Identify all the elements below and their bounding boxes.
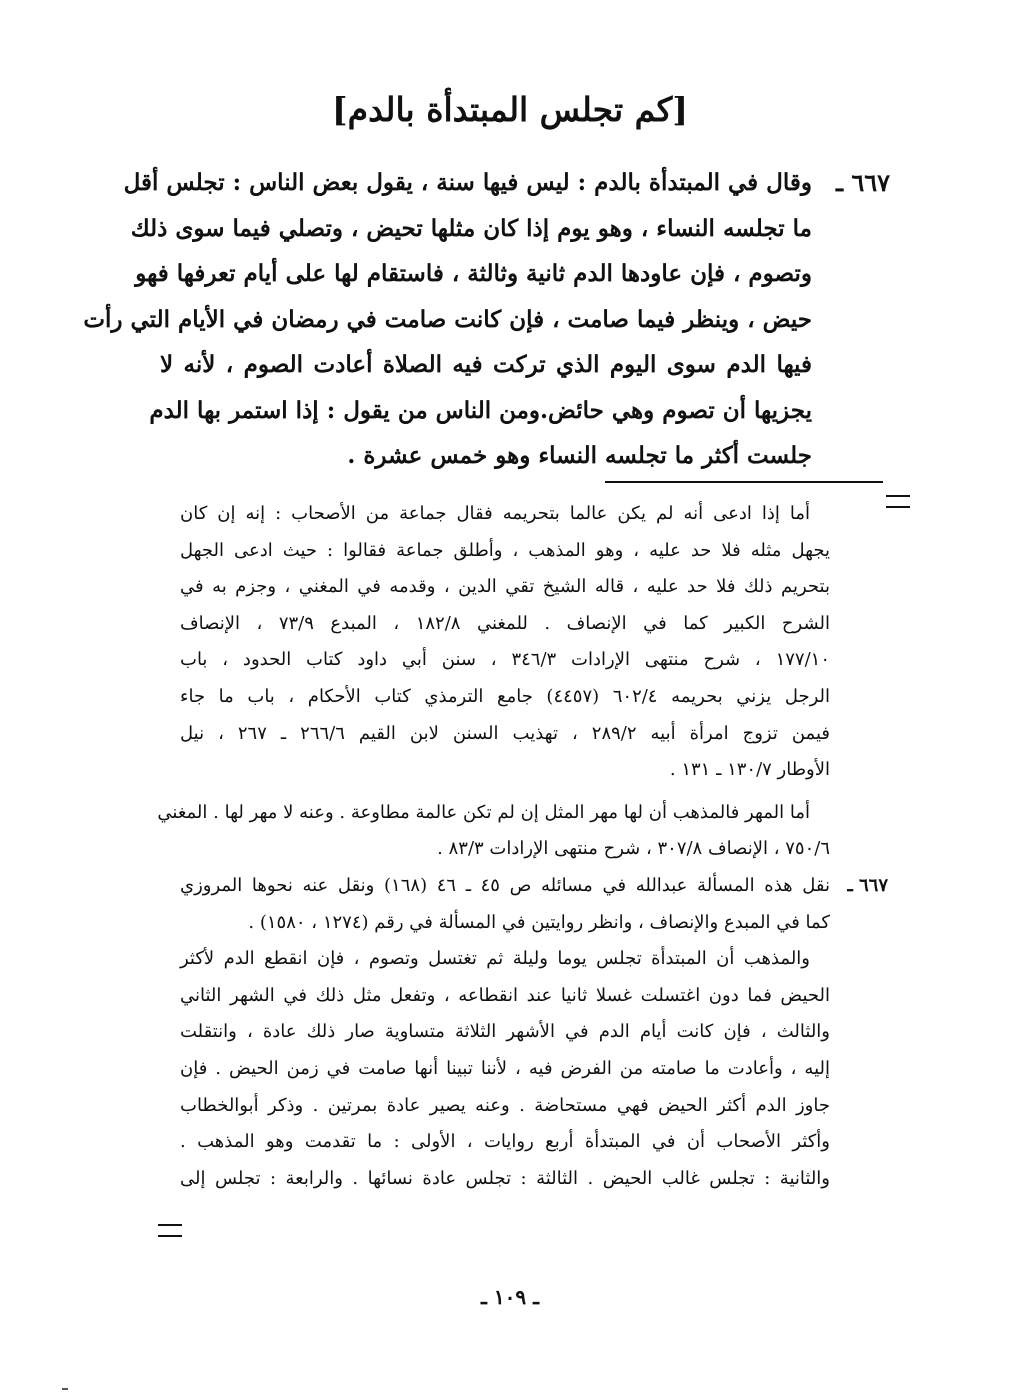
footnote-line: والمذهب أن المبتدأة تجلس يوما وليلة ثم تغتسل وتصوم ، فإن انقطع الدم لأكثر	[180, 948, 810, 970]
footnote-line: ١٧٧/١٠ ، شرح منتهى الإرادات ٣٤٦/٣ ، سنن أبي داود كتاب الحدود ، باب	[180, 649, 830, 671]
footnote-line: نقل هذه المسألة عبدالله في مسائله ص ٤٥ ـ ٤٦ (١٦٨) ونقل عنه نحوها المروزي	[180, 874, 831, 896]
main-line: فيها الدم سوى اليوم الذي تركت فيه الصلاة أعادت الصوم ، لأنه لا	[160, 351, 812, 378]
page-number: ـ ١٠٩ ـ	[481, 1285, 539, 1309]
footnote-divider	[605, 481, 883, 483]
footnote-line: ٧٥٠/٦ ، الإنصاف ٣٠٧/٨ ، شرح منتهى الإرادات ٨٣/٣ .	[437, 838, 830, 860]
footnote-line: أما المهر فالمذهب أن لها مهر المثل إن لم تكن عالمة مطاوعة . وعنه لا مهر لها . المغني	[157, 801, 810, 823]
footnote-line: يجهل مثله فلا حد عليه ، وهو المذهب ، وأطلق جماعة فقالوا : حيث ادعى الجهل	[180, 539, 831, 561]
footnote-line: فيمن تزوج امرأة أبيه ٢٨٩/٢ ، تهذيب السنن لابن القيم ٢٦٦/٦ ـ ٢٦٧ ، نيل	[180, 722, 830, 744]
footnote-line: الحيض فما دون اغتسلت غسلا ثانيا عند انقطاعه ، وتفعل مثل ذلك في الشهر الثاني	[180, 984, 830, 1006]
main-line: حيض ، وينظر فيما صامت ، فإن كانت صامت في رمضان في الأيام التي رأت	[83, 305, 812, 333]
entry-number: ٦٦٧ ـ	[835, 168, 890, 197]
footnote-line: أما إذا ادعى أنه لم يكن عالما بتحريمه فقال جماعة من الأصحاب : إنه إن كان	[180, 503, 810, 524]
footnote-line: كما في المبدع والإنصاف ، وانظر روايتين في المسألة في رقم (١٢٧٤ ، ١٥٨٠) .	[248, 911, 830, 933]
main-line: وقال في المبتدأة بالدم : ليس فيها سنة ، يقول بعض الناس : تجلس أقل	[123, 169, 812, 196]
scan-speck	[62, 1388, 68, 1390]
footnotes-block	[157, 496, 888, 1197]
main-line: جلست أكثر ما تجلسه النساء وهو خمس عشرة .	[347, 442, 812, 469]
footnote-line: الشرح الكبير كما في الإنصاف . للمغني ١٨٢/٨ ، المبدع ٧٣/٩ ، الإنصاف	[180, 612, 830, 634]
footnote-continuation	[180, 496, 830, 789]
footnote-line: والثانية : تجلس غالب الحيض . الثالثة : تجلس عادة نسائها . والرابعة : تجلس إلى	[180, 1167, 830, 1189]
footnote-line: الأوطار ١٣٠/٧ ـ ١٣١ .	[669, 759, 830, 781]
main-line: يجزيها أن تصوم وهي حائض.ومن الناس من يقول : إذا استمر بها الدم	[149, 396, 812, 424]
footnote-line: وأكثر الأصحاب أن في المبتدأة أربع روايات ، الأولى : ما تقدمت وهو المذهب .	[180, 1131, 830, 1153]
main-line: وتصوم ، فإن عاودها الدم ثانية وثالثة ، فاستقام لها على أيام تعرفها فهو	[135, 260, 812, 287]
footnote-number: ٦٦٧ ـ	[847, 874, 888, 896]
main-text-block	[83, 160, 890, 479]
footnote-mahr	[157, 795, 830, 868]
main-line: ما تجلسه النساء ، وهو يوم إذا كان مثلها تحيض ، وتصلي فيما سوى ذلك	[130, 214, 812, 242]
footnote-line: إليه ، وأعادت ما صامته من الفرض فيه ، لأننا تبينا أنها صامت في زمن الحيض . فإن	[180, 1057, 830, 1079]
footnote-line: والثالث ، فإن كانت أيام الدم في الأشهر الثلاثة متساوية صار ذلك عادة ، وانتقلت	[180, 1021, 830, 1043]
continued-on-next-mark	[158, 1224, 182, 1237]
chapter-heading: [كم تجلس المبتدأة بالدم]	[332, 90, 688, 129]
footnote-667	[180, 868, 888, 1197]
footnote-line: بتحريم ذلك فلا حد عليه ، قاله الشيخ تقي الدين ، وقدمه في المغني ، وجزم به في	[180, 576, 830, 598]
continued-from-previous-mark	[886, 495, 910, 508]
main-paragraph	[83, 160, 812, 479]
footnote-line: الرجل يزني بحريمه ٦٠٢/٤ (٤٤٥٧) جامع الترمذي كتاب الأحكام ، باب ما جاء	[180, 685, 831, 707]
footnote-line: جاوز الدم أكثر الحيض فهي مستحاضة . وعنه يصير عادة بمرتين . وذكر أبوالخطاب	[180, 1094, 830, 1116]
